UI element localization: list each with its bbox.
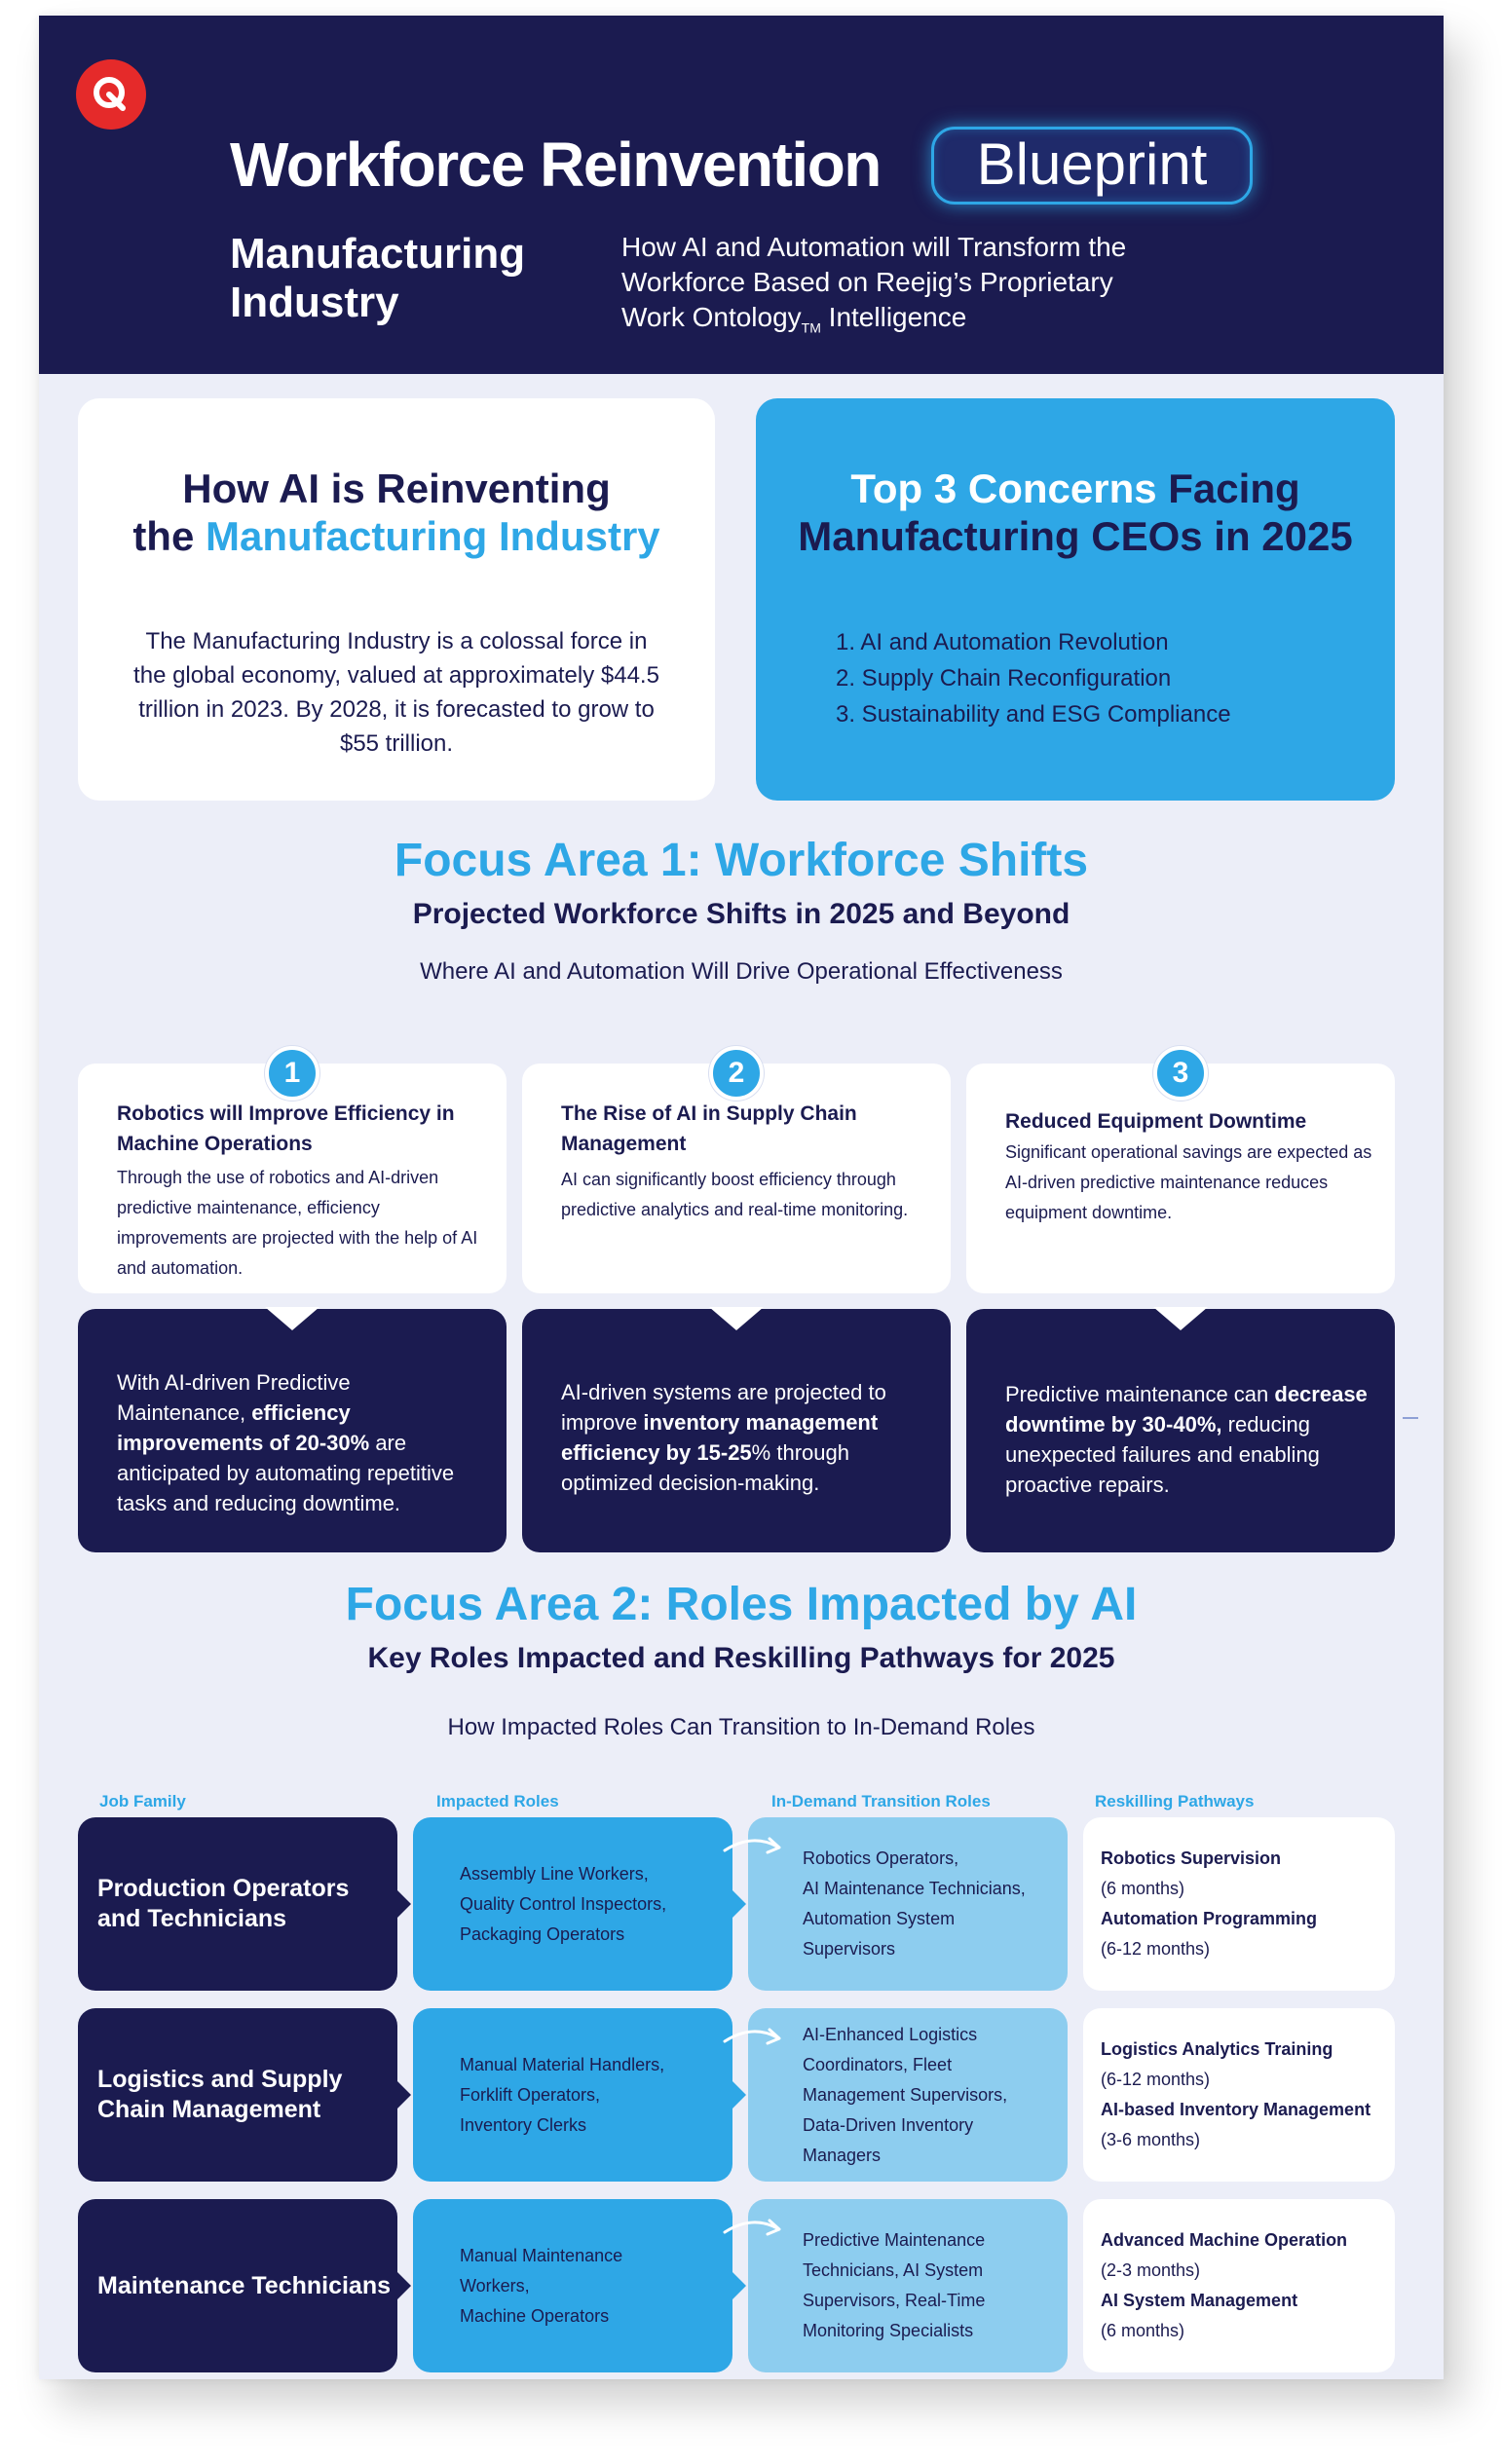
- concern-item: 2. Supply Chain Reconfiguration: [836, 665, 1172, 691]
- impacted-role: Forklift Operators,: [460, 2084, 601, 2105]
- insight-text: Predictive maintenance can: [1005, 1382, 1275, 1406]
- insight-text: AI-driven systems are projected to improve: [561, 1380, 886, 1435]
- shift-heading: The Rise of AI in Supply Chain Management: [561, 1102, 857, 1155]
- reskilling-cell: [1083, 2008, 1395, 2182]
- transition-role: Coordinators, Fleet: [803, 2054, 953, 2074]
- reskilling-cell: [1083, 2199, 1395, 2372]
- pathway-name: AI System Management: [1101, 2291, 1298, 2310]
- header-banner: [39, 16, 1444, 374]
- insight-text: With AI-driven Predictive Maintenance,: [117, 1370, 351, 1425]
- pathway-duration: (6-12 months): [1101, 1939, 1211, 1959]
- focus1-subtitle: Projected Workforce Shifts in 2025 and Beyond: [412, 898, 1070, 930]
- concerns-title-text: Facing Manufacturing CEOs in 2025: [798, 466, 1353, 559]
- concern-item: 3. Sustainability and ESG Compliance: [836, 701, 1231, 728]
- column-header-impacted-roles: Impacted Roles: [436, 1792, 559, 1811]
- pathway-duration: (6 months): [1101, 1879, 1185, 1898]
- curved-arrow-icon: [719, 1829, 797, 1872]
- job-family-cell: Maintenance Technicians: [78, 2199, 397, 2372]
- transition-role: Management Supervisors,: [803, 2084, 1008, 2105]
- transition-role: AI Maintenance Technicians,: [803, 1879, 1026, 1898]
- impacted-role: Assembly Line Workers,: [460, 1863, 649, 1884]
- pathway-duration: (2-3 months): [1101, 2260, 1201, 2280]
- shift-insight-text: [561, 1377, 926, 1498]
- shift-insight-text: [1005, 1379, 1371, 1500]
- concerns-title-accent: Top 3 Concerns: [850, 466, 1169, 511]
- divider: [1403, 1417, 1418, 1419]
- transition-role: Predictive Maintenance: [803, 2230, 986, 2250]
- pathway-duration: (6-12 months): [1101, 2070, 1211, 2089]
- insight-highlight: inventory management efficiency by 15-25: [561, 1410, 879, 1465]
- concern-item: 1. AI and Automation Revolution: [836, 629, 1169, 655]
- reskilling-cell: [1083, 1817, 1395, 1991]
- intro-card: [78, 398, 715, 801]
- focus2-description: How Impacted Roles Can Transition to In-Demand Roles: [447, 1714, 1035, 1740]
- impacted-role: Manual Material Handlers,: [460, 2054, 665, 2074]
- insight-text: are anticipated by automating repetitive tasks and reducing downtime.: [117, 1431, 455, 1515]
- impacted-roles-cell: [413, 2199, 732, 2372]
- concerns-list: [836, 624, 1362, 732]
- job-family-cell: Logistics and Supply Chain Management: [78, 2008, 397, 2182]
- job-family-cell: Production Operators and Technicians: [78, 1817, 397, 1991]
- trademark-mark: TM: [801, 319, 821, 336]
- shift-heading: Reduced Equipment Downtime: [1005, 1110, 1307, 1133]
- pathway-name: AI-based Inventory Management: [1101, 2100, 1371, 2119]
- workforce-shift-card-1: [78, 1046, 507, 1552]
- intro-title-text: the: [132, 513, 206, 559]
- transition-role: AI-Enhanced Logistics: [803, 2024, 978, 2044]
- focus2-title: Focus Area 2: Roles Impacted by AI: [345, 1579, 1138, 1630]
- shift-insight-box: [966, 1309, 1395, 1552]
- transition-role: Supervisors, Real-Time: [803, 2291, 986, 2310]
- focus1-description: Where AI and Automation Will Drive Operational Effectiveness: [420, 958, 1063, 985]
- impacted-role: Workers,: [460, 2275, 530, 2296]
- industry-subtitle-line: Industry: [230, 279, 399, 326]
- header-description: [621, 230, 1225, 346]
- intro-body: The Manufacturing Industry is a colossal force in the global economy, valued at approximately $44.5 trillion in 2023. By 2028, it is forecasted to grow to $55 trillion.: [133, 628, 659, 757]
- reejig-logo-icon: [76, 59, 146, 130]
- step-number-badge: 1: [265, 1046, 319, 1101]
- impacted-role: Machine Operators: [460, 2305, 610, 2326]
- intro-title: [117, 465, 676, 560]
- curved-arrow-icon: [719, 2211, 797, 2254]
- pathway-duration: (3-6 months): [1101, 2130, 1201, 2149]
- pathway-name: Advanced Machine Operation: [1101, 2230, 1348, 2250]
- transition-role: Data-Driven Inventory: [803, 2114, 974, 2135]
- insight-text: reducing unexpected failures and enabling proactive repairs.: [1005, 1412, 1320, 1497]
- shift-text: AI can significantly boost efficiency through predictive analytics and real-time monitoring.: [561, 1170, 909, 1219]
- header-description-line: How AI and Automation will Transform the: [621, 232, 1127, 262]
- desc-text: Work Ontology: [621, 302, 802, 332]
- curved-arrow-icon: [719, 2020, 797, 2063]
- impacted-role: Manual Maintenance: [460, 2245, 623, 2265]
- focus1-title: Focus Area 1: Workforce Shifts: [394, 835, 1089, 886]
- impacted-role: Quality Control Inspectors,: [460, 1893, 667, 1914]
- header-description-line: [621, 300, 1225, 346]
- desc-text: Intelligence: [820, 302, 967, 332]
- intro-title-line: How AI is Reinventing: [182, 466, 611, 511]
- table-row: [78, 2199, 1395, 2372]
- shift-text: Significant operational savings are expected as AI-driven predictive maintenance reduces equipment downtime.: [1005, 1142, 1372, 1222]
- table-row: [78, 1817, 1395, 1991]
- insight-highlight: efficiency improvements of 20-30%: [117, 1400, 370, 1455]
- impacted-roles-cell: [413, 2008, 732, 2182]
- column-header-transition-roles: In-Demand Transition Roles: [771, 1792, 991, 1811]
- transition-role: Automation System: [803, 1909, 956, 1928]
- impacted-role: Inventory Clerks: [460, 2114, 587, 2135]
- column-header-job-family: Job Family: [99, 1792, 186, 1811]
- step-number-badge: 3: [1153, 1046, 1208, 1101]
- shift-insight-box: [78, 1309, 507, 1552]
- industry-subtitle-line: Manufacturing: [230, 230, 526, 278]
- column-header-reskilling: Reskilling Pathways: [1095, 1792, 1255, 1811]
- transition-role: Managers: [803, 2145, 882, 2165]
- transition-role: Technicians, AI System: [803, 2260, 984, 2280]
- impacted-role: Packaging Operators: [460, 1923, 625, 1944]
- pathway-duration: (6 months): [1101, 2321, 1185, 2340]
- workforce-shift-card-2: [522, 1046, 951, 1552]
- impacted-roles-cell: [413, 1817, 732, 1991]
- workforce-shift-card-3: [966, 1046, 1395, 1552]
- insight-text: % through optimized decision-making.: [561, 1440, 849, 1495]
- insight-highlight: decrease downtime by 30-40%,: [1005, 1382, 1368, 1437]
- infographic-sheet: [39, 16, 1444, 2379]
- shift-heading: Robotics will Improve Efficiency in Machine Operations: [117, 1102, 455, 1155]
- shift-insight-text: [117, 1367, 482, 1518]
- step-number-badge: 2: [709, 1046, 764, 1101]
- table-row: [78, 2008, 1395, 2182]
- transition-role: Supervisors: [803, 1939, 896, 1959]
- pathway-name: Automation Programming: [1101, 1909, 1318, 1928]
- focus2-subtitle: Key Roles Impacted and Reskilling Pathways for 2025: [367, 1642, 1115, 1674]
- concerns-card: [756, 398, 1395, 801]
- shift-insight-box: [522, 1309, 951, 1552]
- pathway-name: Robotics Supervision: [1101, 1848, 1282, 1868]
- page-title: Workforce Reinvention: [230, 130, 881, 200]
- title-pill: Blueprint: [931, 127, 1253, 205]
- pathway-name: Logistics Analytics Training: [1101, 2039, 1333, 2059]
- concerns-title: [795, 465, 1356, 560]
- industry-subtitle: [230, 230, 561, 327]
- shift-text: Through the use of robotics and AI-driven predictive maintenance, efficiency improvements are projected with the help of AI and automation.: [117, 1168, 478, 1278]
- transition-role: Monitoring Specialists: [803, 2321, 974, 2340]
- header-description-line: Workforce Based on Reejig’s Proprietary: [621, 267, 1113, 297]
- intro-title-accent: Manufacturing Industry: [205, 513, 660, 559]
- transition-role: Robotics Operators,: [803, 1848, 959, 1868]
